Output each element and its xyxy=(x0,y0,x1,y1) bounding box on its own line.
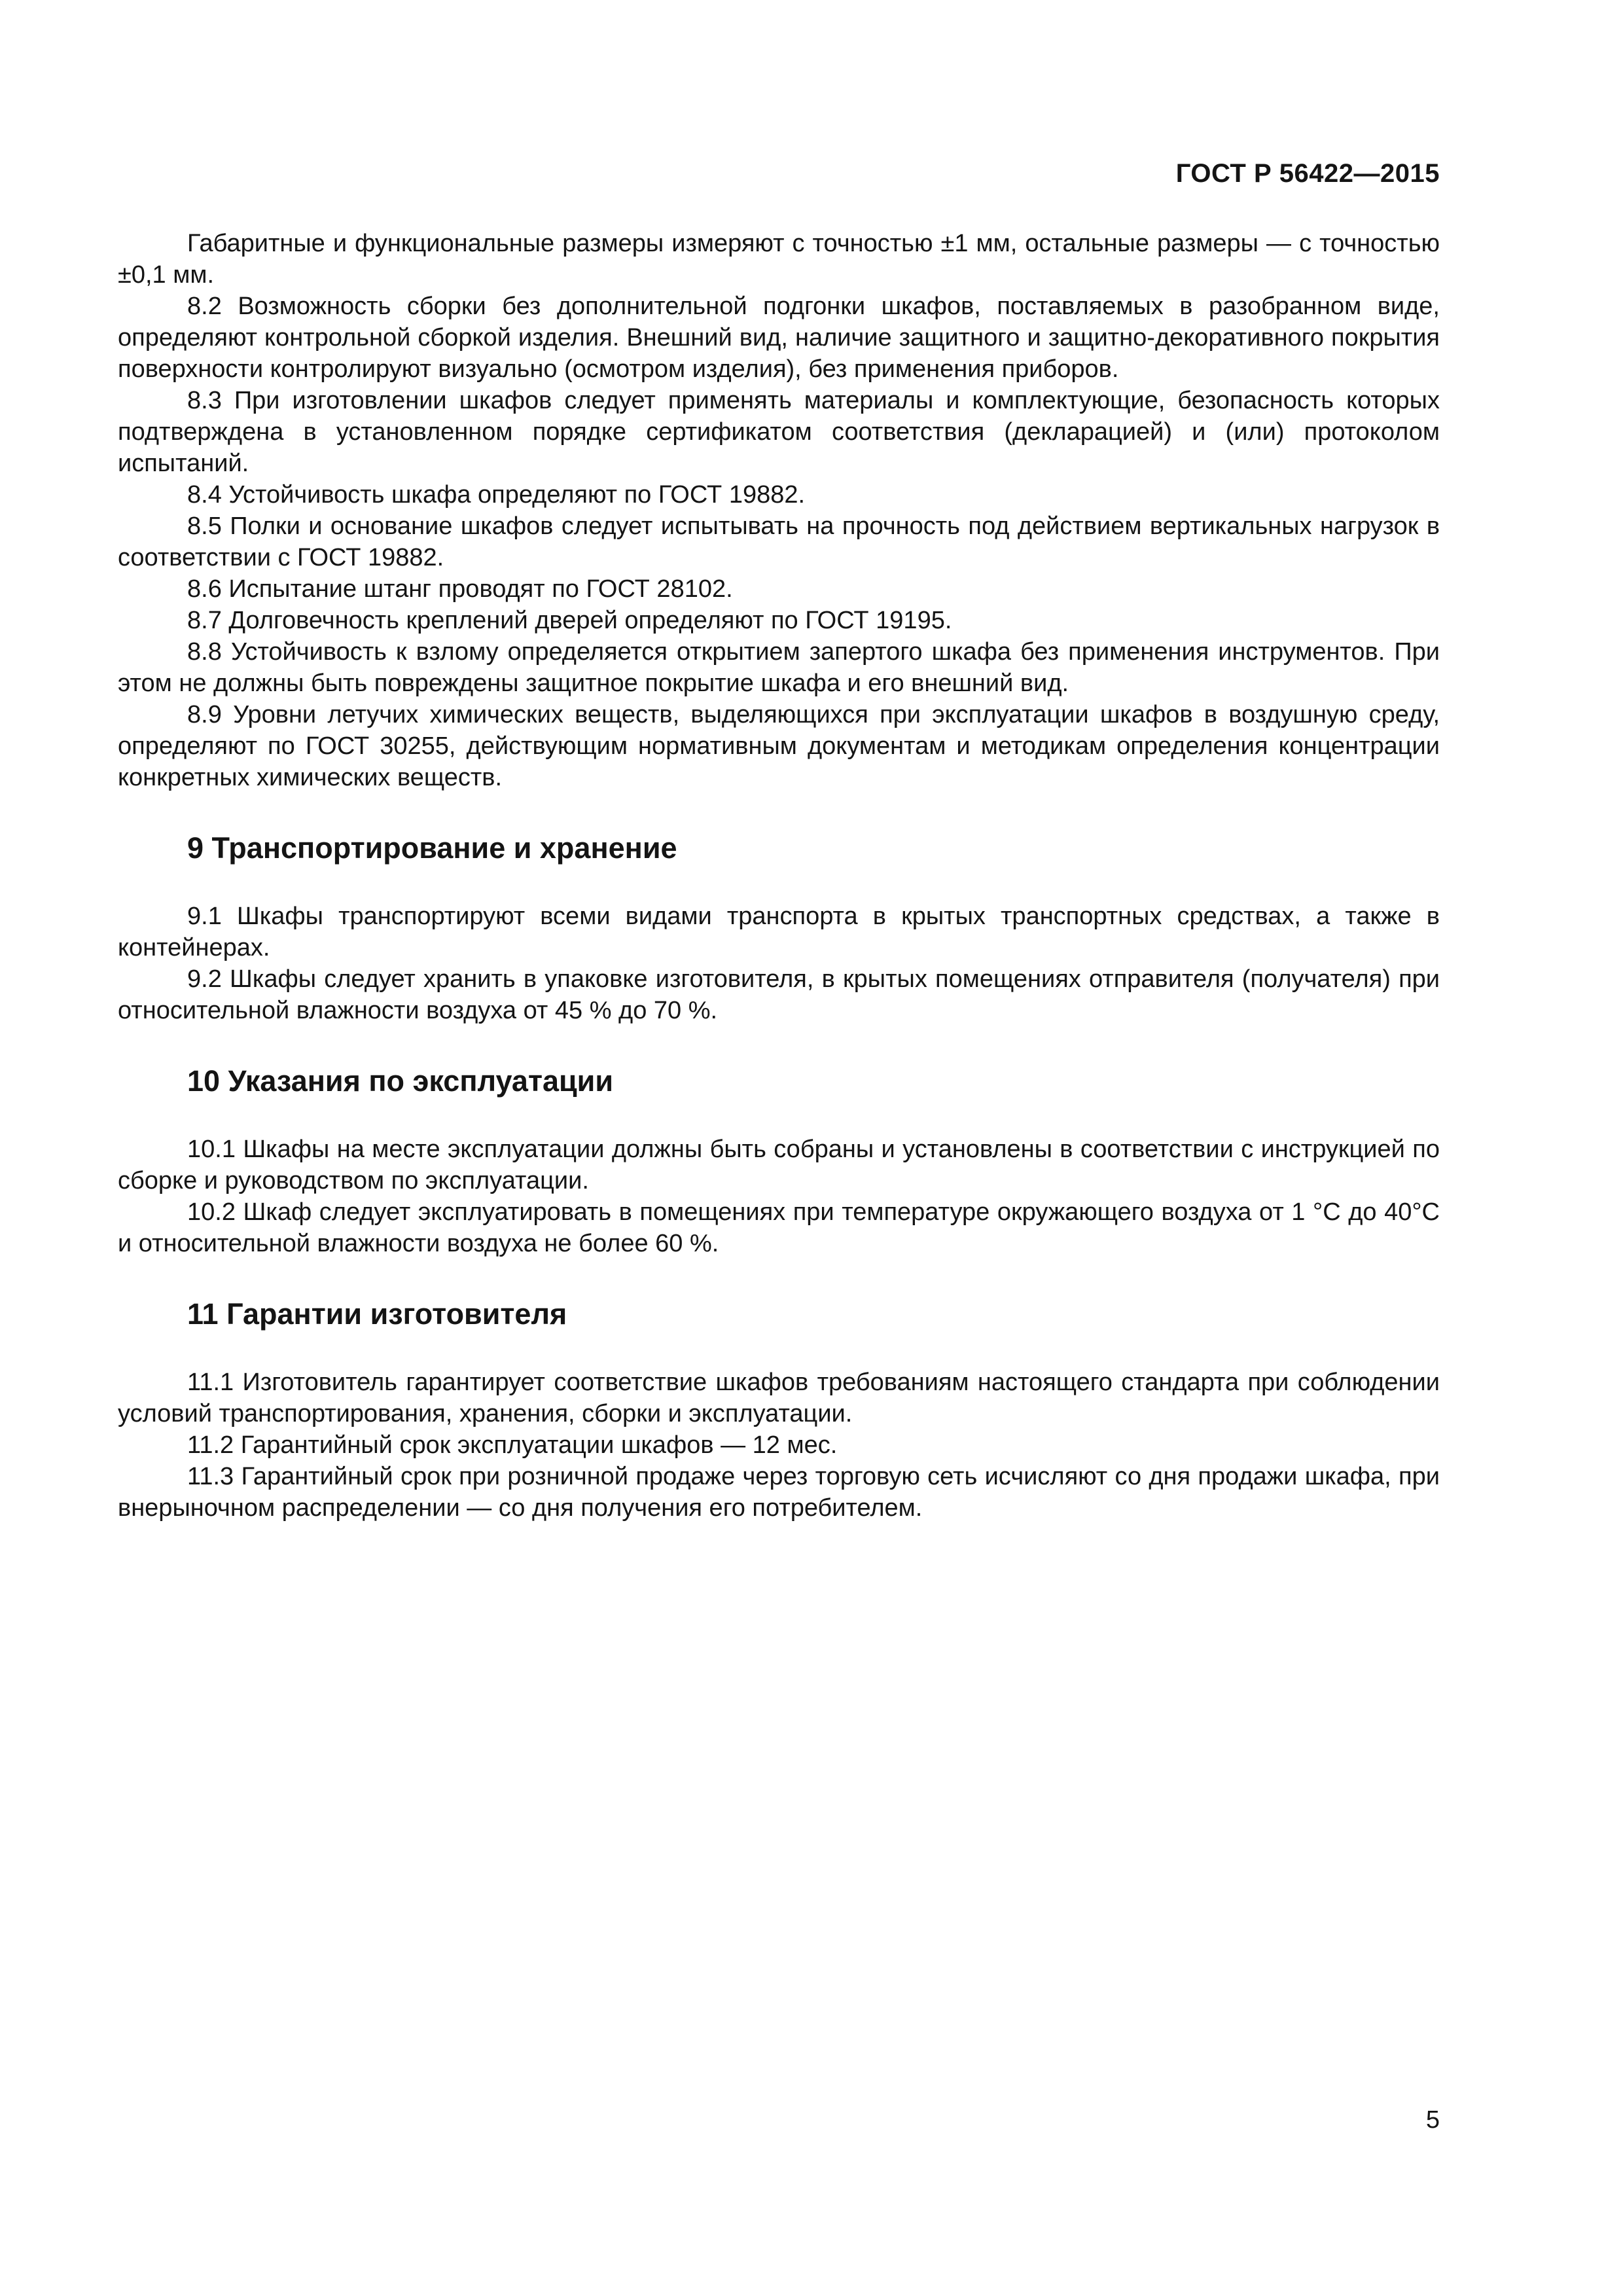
paragraph-10-2: 10.2 Шкаф следует эксплуатировать в помещениях при температуре окружающего воздуха от 1 °С до 40°С и относительной влажности воздуха не более 60 %. xyxy=(118,1198,1440,1257)
paragraph-9-1: 9.1 Шкафы транспортируют всеми видами транспорта в крытых транспортных средствах, а также в контейнерах. xyxy=(118,903,1440,961)
document-body xyxy=(118,228,1440,1524)
paragraph-8-2: 8.2 Возможность сборки без дополнительной подгонки шкафов, поставляемых в разобранном виде, определяют контрольной сборкой изделия. Внешний вид, наличие защитного и защитно-декоративного покрытия поверхности контролируют визуально (осмотром изделия), без применения приборов. xyxy=(118,293,1440,383)
section-heading-10: 10 Указания по эксплуатации xyxy=(187,1064,614,1098)
paragraph-8-7: 8.7 Долговечность креплений дверей определяют по ГОСТ 19195. xyxy=(187,607,952,634)
paragraph-10-1: 10.1 Шкафы на месте эксплуатации должны быть собраны и установлены в соответствии с инструкцией по сборке и руководством по эксплуатации. xyxy=(118,1136,1440,1194)
paragraph-dimensions: Габаритные и функциональные размеры измеряют с точностью ±1 мм, остальные размеры — с точностью ±0,1 мм. xyxy=(118,230,1440,289)
paragraph-8-4: 8.4 Устойчивость шкафа определяют по ГОСТ 19882. xyxy=(187,481,806,509)
section-heading-11: 11 Гарантии изготовителя xyxy=(187,1297,567,1331)
paragraph-8-6: 8.6 Испытание штанг проводят по ГОСТ 28102. xyxy=(187,575,733,603)
document-code: ГОСТ Р 56422—2015 xyxy=(1175,159,1440,188)
paragraph-9-2: 9.2 Шкафы следует хранить в упаковке изготовителя, в крытых помещениях отправителя (получателя) при относительной влажности воздуха от 45 % до 70 %. xyxy=(118,965,1440,1024)
section-heading-9: 9 Транспортирование и хранение xyxy=(187,831,677,865)
paragraph-11-3: 11.3 Гарантийный срок при розничной продаже через торговую сеть исчисляют со дня продажи шкафа, при внерыночном распределении — со дня получения его потребителем. xyxy=(118,1463,1440,1522)
paragraph-8-8: 8.8 Устойчивость к взлому определяется открытием запертого шкафа без применения инструментов. При этом не должны быть повреждены защитное покрытие шкафа и его внешний вид. xyxy=(118,638,1440,697)
paragraph-8-3: 8.3 При изготовлении шкафов следует применять материалы и комплектующие, безопасность которых подтверждена в установленном порядке сертификатом соответствия (декларацией) и (или) протоколом испытаний. xyxy=(118,387,1440,477)
page-number: 5 xyxy=(1425,2106,1440,2134)
paragraph-8-9: 8.9 Уровни летучих химических веществ, выделяющихся при эксплуатации шкафов в воздушную среду, определяют по ГОСТ 30255, действующим нормативным документам и методикам определения концентрации конкретных химических веществ. xyxy=(118,701,1440,791)
paragraph-11-2: 11.2 Гарантийный срок эксплуатации шкафов — 12 мес. xyxy=(187,1431,838,1459)
paragraph-8-5: 8.5 Полки и основание шкафов следует испытывать на прочность под действием вертикальных нагрузок в соответствии с ГОСТ 19882. xyxy=(118,512,1440,571)
paragraph-11-1: 11.1 Изготовитель гарантирует соответствие шкафов требованиям настоящего стандарта при соблюдении условий транспортирования, хранения, сборки и эксплуатации. xyxy=(118,1369,1440,1427)
